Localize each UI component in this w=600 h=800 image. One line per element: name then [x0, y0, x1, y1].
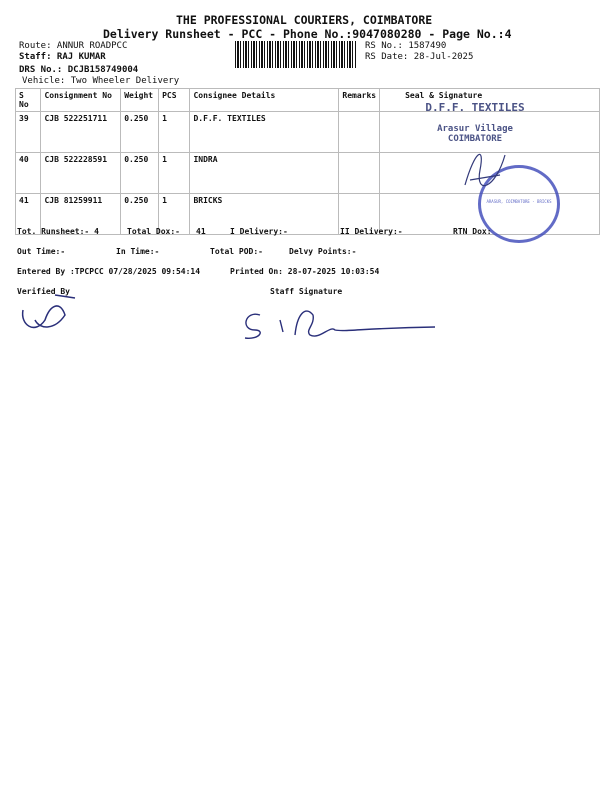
in-time: In Time:- — [116, 247, 160, 256]
barcode — [235, 41, 357, 68]
rtn-dox: RTN Dox: — [453, 227, 492, 236]
out-time: Out Time:- — [17, 247, 66, 256]
staff: Staff: RAJ KUMAR — [19, 52, 106, 62]
cell-sno: 39 — [16, 112, 41, 153]
verifier-signature — [15, 290, 85, 340]
col-consignee: Consignee Details — [190, 89, 339, 112]
col-pcs: PCS — [159, 89, 190, 112]
col-weight: Weight — [121, 89, 159, 112]
cell-pcs: 1 — [159, 194, 190, 235]
delvy-points: Delvy Points:- — [289, 247, 357, 256]
vehicle: Vehicle: Two Wheeler Delivery — [22, 76, 180, 86]
seal-line: Arasur Village — [437, 124, 513, 134]
entered-by: Entered By :TPCPCC 07/28/2025 09:54:14 — [17, 267, 201, 276]
cell-consignee: INDRA — [190, 153, 339, 194]
total-pod: Total POD:- — [210, 247, 263, 256]
tot-runsheet: Tot. Runsheet:- 4 — [17, 227, 99, 236]
total-dox-value: 41 — [196, 227, 206, 236]
cell-sno: 40 — [16, 153, 41, 194]
rs-date: RS Date: 28-Jul-2025 — [365, 52, 474, 62]
drs-no: DRS No.: DCJB158749004 — [19, 65, 139, 75]
cell-pcs: 1 — [159, 112, 190, 153]
stamp-text: ARASUR, COIMBATORE - BRICKS — [486, 199, 552, 204]
rs-no: RS No.: 1587490 — [365, 41, 447, 51]
cell-weight: 0.250 — [121, 153, 159, 194]
staff-signature-label: Staff Signature — [270, 287, 343, 296]
cell-consignment: CJB 522251711 — [41, 112, 121, 153]
route: Route: ANNUR ROADPCC — [19, 41, 128, 51]
cell-consignment: CJB 522228591 — [41, 153, 121, 194]
receiver-signature — [455, 140, 515, 200]
i-delivery: I Delivery:- — [230, 227, 288, 236]
staff-signature — [235, 300, 445, 345]
cell-consignee: BRICKS — [190, 194, 339, 235]
verified-by: Verified By — [17, 287, 70, 296]
col-consignment: Consignment No — [41, 89, 121, 112]
cell-remarks — [339, 112, 380, 153]
cell-weight: 0.250 — [121, 112, 159, 153]
col-seal: Seal & Signature — [380, 89, 600, 112]
cell-consignment: CJB 81259911 — [41, 194, 121, 235]
col-remarks: Remarks — [339, 89, 380, 112]
company-seal — [395, 101, 555, 144]
cell-pcs: 1 — [159, 153, 190, 194]
seal-line: COIMBATORE — [447, 134, 503, 144]
ii-delivery: II Delivery:- — [340, 227, 403, 236]
printed-on: Printed On: 28-07-2025 10:03:54 — [230, 267, 380, 276]
cell-remarks — [339, 153, 380, 194]
total-dox-label: Total Dox:- — [127, 227, 180, 236]
document-title: THE PROFESSIONAL COURIERS, COIMBATORE — [176, 13, 433, 27]
cell-sno: 41 — [16, 194, 41, 235]
seal-line: D.F.F. TEXTILES — [425, 101, 525, 114]
cell-consignee: D.F.F. TEXTILES — [190, 112, 339, 153]
document-subtitle: Delivery Runsheet - PCC - Phone No.:9047080280 - Page No.:4 — [103, 27, 512, 41]
col-sno: S No — [16, 89, 41, 112]
cell-weight: 0.250 — [121, 194, 159, 235]
